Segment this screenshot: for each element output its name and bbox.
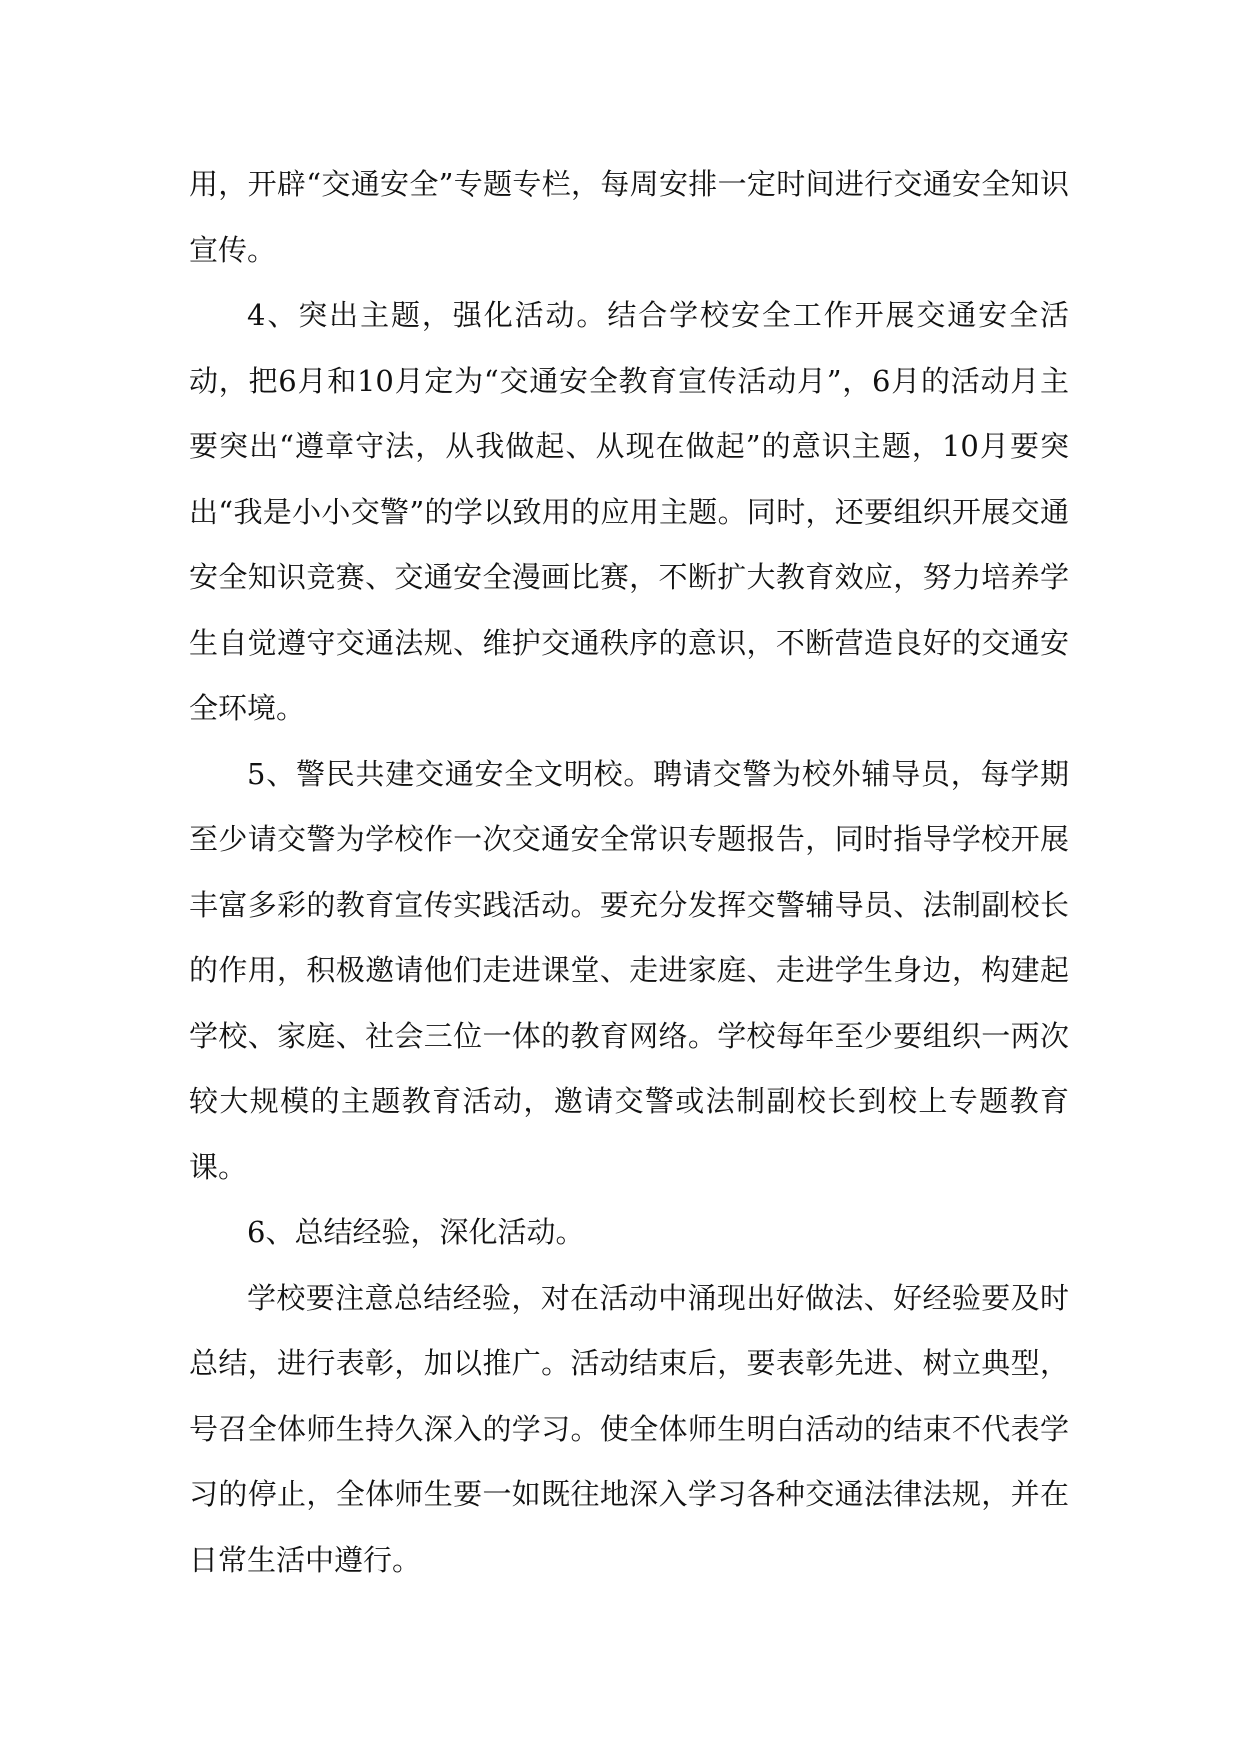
paragraph-item-6-heading: 6、总结经验，深化活动。: [247, 1215, 585, 1249]
paragraph-item-5: 5、警民共建交通安全文明校。聘请交警为校外辅导员，每学期至少请交警为学校作一次交通安全常识专题报告，同时指导学校开展丰富多彩的教育宣传实践活动。要充分发挥交警辅导员、法制副校长的作用，积极邀请他们走进课堂、走进家庭、走进学生身边，构建起学校、家庭、社会三位一体的教育网络。学校每年至少要组织一两次较大规模的主题教育活动，邀请交警或法制副校长到校上专题教育课。: [189, 756, 1069, 1184]
document-body: [189, 152, 1069, 1593]
paragraph-summary: 学校要注意总结经验，对在活动中涌现出好做法、好经验要及时总结，进行表彰，加以推广。活动结束后，要表彰先进、树立典型，号召全体师生持久深入的学习。使全体师生明白活动的结束不代表学习的停止，全体师生要一如既往地深入学习各种交通法律法规，并在日常生活中遵行。: [189, 1280, 1069, 1577]
paragraph-continuation: 用，开辟“交通安全”专题专栏，每周安排一定时间进行交通安全知识宣传。: [189, 167, 1069, 267]
paragraph-item-4: 4、突出主题，强化活动。结合学校安全工作开展交通安全活动，把6月和10月定为“交通安全教育宣传活动月”，6月的活动月主要突出“遵章守法，从我做起、从现在做起”的意识主题，10月要突出“我是小小交警”的学以致用的应用主题。同时，还要组织开展交通安全知识竞赛、交通安全漫画比赛，不断扩大教育效应，努力培养学生自觉遵守交通法规、维护交通秩序的意识，不断营造良好的交通安全环境。: [189, 298, 1069, 725]
